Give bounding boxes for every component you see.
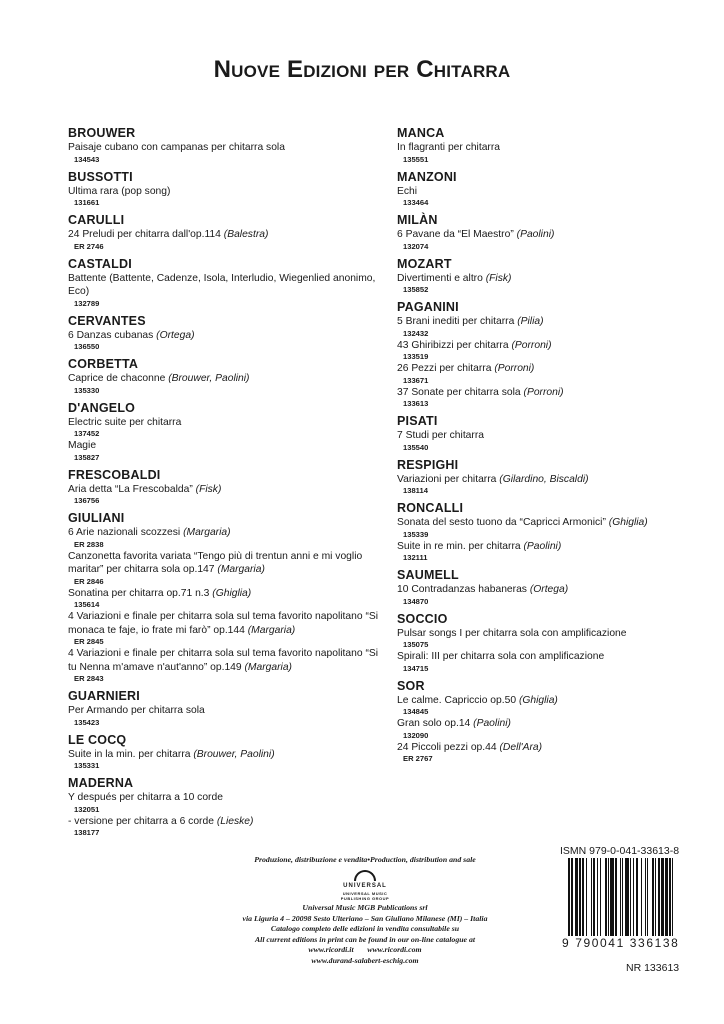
work-title xyxy=(68,272,388,299)
work-editor: (Pilia) xyxy=(517,316,544,327)
composer-heading: CERVANTES xyxy=(68,313,146,328)
website-link-dse[interactable]: www.durand-salabert-eschig.com xyxy=(311,955,419,965)
catalogue-number: NR 133613 xyxy=(626,962,680,974)
website-link-ricordi-com[interactable]: www.ricordi.com xyxy=(367,945,422,954)
catalogue-code: 132111 xyxy=(403,553,428,562)
work-editor: (Ortega) xyxy=(156,329,195,341)
work-name: 43 Ghiribizzi per chitarra xyxy=(397,339,509,351)
work-editor: (Fisk) xyxy=(485,272,512,284)
work-title xyxy=(68,815,388,829)
work-title xyxy=(397,694,697,708)
ismn-code: ISMN 979-0-041-33613-8 xyxy=(560,845,680,857)
composer-heading: LE COCQ xyxy=(68,732,127,747)
work-name: Le calme. Capriccio op.50 xyxy=(397,694,517,706)
composer-heading: MANZONI xyxy=(397,169,457,184)
work-editor: (Lieske) xyxy=(216,815,254,827)
work-editor: (Ghiglia) xyxy=(608,517,648,528)
work-title xyxy=(68,141,388,155)
catalogue-code: 132789 xyxy=(74,298,100,308)
work-editor: (Porroni) xyxy=(523,386,564,398)
composer-heading: BROUWER xyxy=(68,126,136,140)
work-editor: (Paolini) xyxy=(473,718,511,729)
work-title xyxy=(397,339,697,353)
composer-heading: D'ANGELO xyxy=(68,400,136,415)
work-title xyxy=(68,791,388,805)
catalogue-code: ER 2845 xyxy=(74,637,104,646)
composer-heading: PAGANINI xyxy=(397,300,459,314)
work-name: 24 Piccoli pezzi op.44 xyxy=(397,741,497,753)
logo-subtext: UNIVERSAL MUSIC PUBLISHING GROUP xyxy=(340,891,390,901)
catalogue-code: 135540 xyxy=(403,442,429,452)
catalogue-code: 135827 xyxy=(74,452,100,462)
work-name: - versione per chitarra a 6 corde xyxy=(68,815,214,827)
website-link-ricordi-it[interactable]: www.ricordi.it xyxy=(308,945,354,954)
work-editor: (Margaria) xyxy=(217,564,265,575)
work-editor: (Balestra) xyxy=(223,229,269,240)
work-title xyxy=(68,704,388,718)
work-title xyxy=(68,329,388,343)
catalogue-code: 131661 xyxy=(74,198,100,207)
catalogue-code: 132074 xyxy=(403,241,429,251)
work-name: Sonatina per chitarra op.71 n.3 xyxy=(68,587,210,599)
catalogue-code: 133519 xyxy=(403,352,429,361)
work-title xyxy=(397,741,697,755)
composer-heading: BUSSOTTI xyxy=(68,169,133,184)
catalogue-code: 135614 xyxy=(74,600,100,609)
catalogue-code: ER 2838 xyxy=(74,539,104,549)
work-name: 37 Sonate per chitarra sola xyxy=(397,386,521,398)
work-title xyxy=(68,185,388,199)
composer-heading: CARULLI xyxy=(68,213,125,227)
work-title xyxy=(397,583,697,597)
catalogue-code: ER 2843 xyxy=(74,674,104,683)
universal-globe-icon xyxy=(354,870,376,881)
work-editor: (Margaria) xyxy=(244,661,292,673)
work-name: Electric suite per chitarra xyxy=(68,416,182,428)
catalogue-code: ER 2846 xyxy=(74,576,104,586)
work-name: 6 Pavane da “El Maestro” xyxy=(397,229,514,240)
work-title xyxy=(68,587,388,601)
catalogue-code: 133464 xyxy=(403,198,429,207)
work-title xyxy=(68,647,388,674)
website-links xyxy=(200,945,530,956)
catalogue-code: 135339 xyxy=(403,529,429,539)
work-name: 4 Variazioni e finale per chitarra sola sul tema favorito napolitano “Si tu Nenna m'amave n'aut'anno” op.149 xyxy=(68,648,379,673)
work-title xyxy=(397,141,697,155)
catalogue-right-column xyxy=(397,126,697,764)
work-name: Divertimenti e altro xyxy=(397,272,483,284)
work-name: Spirali: III per chitarra sola con amplificazione xyxy=(397,651,605,662)
catalogue-code: 136550 xyxy=(74,342,100,351)
publisher-footer xyxy=(200,855,530,966)
composer-heading: CASTALDI xyxy=(68,256,132,271)
work-name: Battente (Battente, Cadenze, Isola, Interludio, Wiegenlied anonimo, Eco) xyxy=(68,272,376,297)
work-editor: (Brouwer, Paolini) xyxy=(193,748,275,760)
catalogue-code: 136756 xyxy=(74,496,100,505)
catalogue-code: 135331 xyxy=(74,761,100,770)
catalogue-code: 135852 xyxy=(403,285,429,294)
work-name: Suite in la min. per chitarra xyxy=(68,748,191,760)
work-name: Echi xyxy=(397,185,418,197)
work-name: Ultima rara (pop song) xyxy=(68,185,171,197)
catalogue-code: ER 2746 xyxy=(74,241,104,251)
publisher-address: via Liguria 4 – 20098 Sesto Ulteriano – San Giuliano Milanese (MI) – Italia xyxy=(242,913,488,923)
work-editor: (Ortega) xyxy=(529,584,569,595)
work-title xyxy=(68,550,388,577)
work-title xyxy=(397,429,697,443)
catalogue-code: 134870 xyxy=(403,596,429,606)
page-title: Nuove Edizioni per Chitarra xyxy=(213,56,511,83)
work-name: Per Armando per chitarra sola xyxy=(68,705,205,716)
work-title xyxy=(397,315,697,329)
work-name: Paisaje cubano con campanas per chitarra sola xyxy=(68,142,285,153)
work-editor: (Margaria) xyxy=(183,527,231,538)
work-editor: (Margaria) xyxy=(247,624,296,636)
work-editor: (Ghiglia) xyxy=(518,694,558,706)
work-name: 24 Preludi per chitarra dall'op.114 xyxy=(68,229,221,240)
composer-heading: MOZART xyxy=(397,256,452,271)
work-title xyxy=(68,416,388,430)
work-editor: (Brouwer, Paolini) xyxy=(168,373,250,384)
catalogue-code: 134543 xyxy=(74,154,100,164)
composer-heading: FRESCOBALDI xyxy=(68,467,161,482)
composer-heading: RONCALLI xyxy=(397,501,464,515)
composer-heading: MADERNA xyxy=(68,776,134,790)
composer-heading: CORBETTA xyxy=(68,357,139,371)
catalogue-code: 132051 xyxy=(74,804,100,814)
catalogue-code: 137452 xyxy=(74,429,100,438)
work-name: Pulsar songs I per chitarra sola con amplificazione xyxy=(397,627,627,639)
universal-logo xyxy=(335,870,395,902)
catalogue-code: 134715 xyxy=(403,663,429,673)
work-name: 6 Danzas cubanas xyxy=(68,329,154,341)
work-name: 26 Pezzi per chitarra xyxy=(397,363,492,374)
work-name: In flagranti per chitarra xyxy=(397,142,501,153)
catalogue-code: 133613 xyxy=(403,399,429,408)
composer-heading: MANCA xyxy=(397,126,445,140)
work-name: Sonata del sesto tuono da “Capricci Armonici” xyxy=(397,517,606,528)
publisher-name: Universal Music MGB Publications srl xyxy=(302,903,428,912)
work-title xyxy=(397,272,697,286)
work-title xyxy=(397,386,697,400)
work-name: 4 Variazioni e finale per chitarra sola sul tema favorito napolitano “Si monaca te faje, io frate mi farò” op.144 xyxy=(68,611,379,636)
work-editor: (Fisk) xyxy=(195,483,222,495)
work-editor: (Porroni) xyxy=(494,363,535,374)
logo-text: UNIVERSAL xyxy=(343,882,387,889)
catalogue-code: 134845 xyxy=(403,707,429,716)
work-editor: (Dell'Ara) xyxy=(499,741,543,753)
work-title xyxy=(397,540,697,554)
work-name: Gran solo op.14 xyxy=(397,718,471,729)
catalogue-code: 138114 xyxy=(403,486,428,495)
catalogue-note-en: All current editions in print can be found in our on-line catalogue at xyxy=(254,934,476,944)
barcode xyxy=(568,858,706,944)
composer-heading: RESPIGHI xyxy=(397,457,459,472)
work-title xyxy=(397,717,697,731)
composer-heading: SOCCIO xyxy=(397,611,448,626)
composer-heading: SOR xyxy=(397,678,425,693)
work-editor: (Paolini) xyxy=(516,229,555,240)
work-title xyxy=(397,362,697,376)
work-editor: (Ghiglia) xyxy=(212,587,252,599)
catalogue-code: ER 2767 xyxy=(403,754,433,763)
work-title xyxy=(397,650,697,664)
catalogue-code: 135423 xyxy=(74,717,100,727)
composer-heading: MILÀN xyxy=(397,213,438,227)
work-name: Variazioni per chitarra xyxy=(397,473,497,485)
work-name: 5 Brani inediti per chitarra xyxy=(397,316,515,327)
catalogue-left-column xyxy=(68,126,388,838)
composer-heading: GUARNIERI xyxy=(68,689,140,703)
work-title xyxy=(68,372,388,386)
work-title xyxy=(68,439,388,453)
catalogue-code: 132090 xyxy=(403,730,429,740)
composer-heading: GIULIANI xyxy=(68,511,125,525)
work-title xyxy=(68,748,388,762)
work-name: Caprice de chaconne xyxy=(68,373,166,384)
work-title xyxy=(68,610,388,637)
composer-heading: SAUMELL xyxy=(397,568,459,582)
catalogue-code: 133671 xyxy=(403,375,429,385)
catalogue-code: 132432 xyxy=(403,328,429,338)
barcode-bar xyxy=(673,858,675,944)
work-title xyxy=(68,526,388,540)
catalogue-note-it: Catalogo completo delle edizioni in vendita consultabile su xyxy=(270,924,460,933)
work-title xyxy=(397,516,697,530)
catalogue-code: 135551 xyxy=(403,154,429,164)
catalogue-code: 135075 xyxy=(403,640,429,649)
catalogue-code: 135330 xyxy=(74,385,100,395)
work-name: Suite in re min. per chitarra xyxy=(397,540,521,552)
work-name: Aria detta “La Frescobalda” xyxy=(68,483,193,495)
work-title xyxy=(68,228,388,242)
distribution-line: Produzione, distribuzione e vendita•Production, distribution and sale xyxy=(254,855,476,864)
work-title xyxy=(397,473,697,487)
work-name: Magie xyxy=(68,440,97,451)
work-name: 6 Arie nazionali scozzesi xyxy=(68,527,181,538)
work-name: Y después per chitarra a 10 corde xyxy=(68,792,223,803)
work-editor: (Gilardino, Biscaldi) xyxy=(499,473,589,485)
work-editor: (Porroni) xyxy=(511,339,552,351)
work-title xyxy=(397,228,697,242)
work-title xyxy=(68,483,388,497)
work-name: 7 Studi per chitarra xyxy=(397,430,484,441)
work-title xyxy=(397,627,697,641)
catalogue-code: 138177 xyxy=(74,828,100,837)
work-name: 10 Contradanzas habaneras xyxy=(397,584,527,595)
composer-heading: PISATI xyxy=(397,414,438,428)
barcode-digits: 9 790041 336138 xyxy=(562,936,680,950)
work-name: Canzonetta favorita variata “Tengo più di trentun anni e mi voglio maritar” per chitarra sola op.147 xyxy=(68,550,363,575)
work-editor: (Paolini) xyxy=(523,540,562,552)
work-title xyxy=(397,185,697,199)
